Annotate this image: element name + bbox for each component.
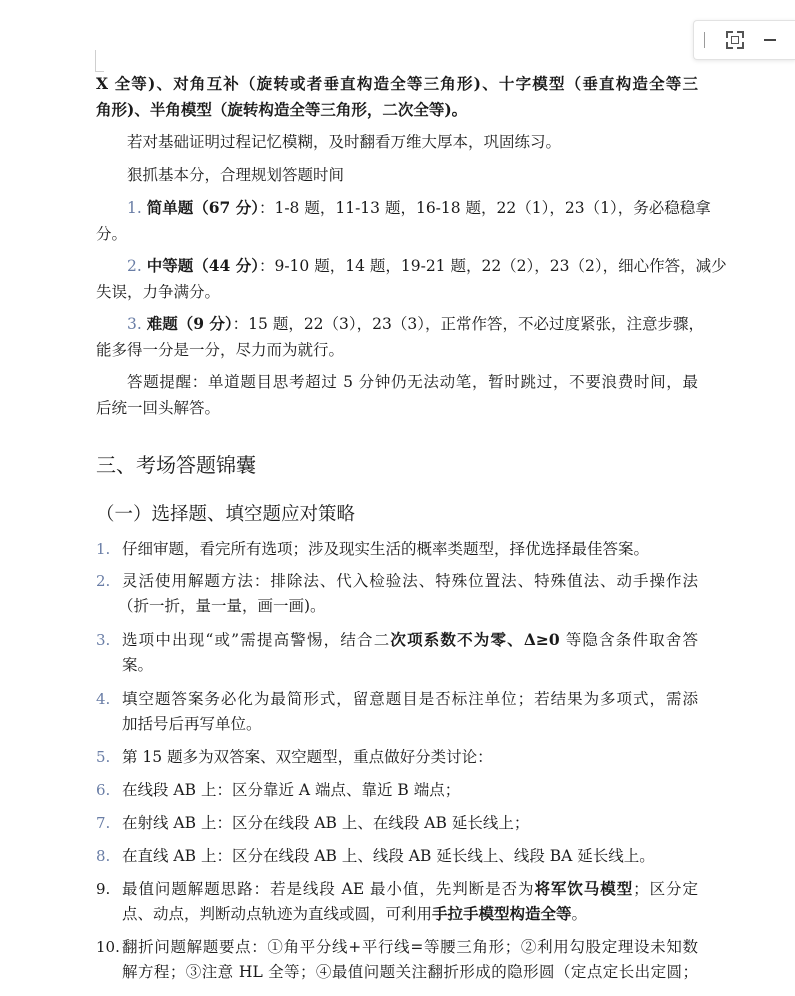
reminder-line-1: 答题提醒：单道题目思考超过 5 分钟仍无法动笔，暂时跳过，不要浪费时间，最	[127, 373, 698, 391]
viewer-toolbar	[693, 20, 795, 60]
list-text: 。	[571, 905, 588, 923]
list-number: 4.	[96, 690, 111, 708]
item-title: 简单题（67 分）	[146, 198, 259, 217]
list-text-bold: 将军饮马模型	[534, 879, 634, 898]
list-number: 5.	[96, 748, 111, 766]
list-item: 填空题答案务必化为最简形式，留意题目是否标注单位；若结果为多项式，需添	[122, 690, 698, 708]
item-number: 2.	[127, 257, 142, 275]
list-number: 3.	[96, 631, 111, 649]
list-item: 仔细审题，看完所有选项；涉及现实生活的概率类题型，择优选择最佳答案。	[122, 540, 650, 558]
intro-line-2: 角形)、半角模型（旋转构造全等三角形，二次全等)。	[96, 100, 468, 119]
toolbar-separator	[704, 32, 705, 48]
list-number: 6.	[96, 781, 111, 799]
list-text: ；区分定	[633, 880, 698, 898]
list-text: 点、动点，判断动点轨迹为直线或圆，可利用	[122, 905, 433, 923]
list-item	[122, 879, 698, 899]
list-item: 在线段 AB 上：区分靠近 A 端点、靠近 B 端点；	[122, 781, 461, 799]
list-item	[122, 630, 698, 650]
intro-line-1: X 全等)、对角互补（旋转或者垂直构造全等三角形)、十字模型（垂直构造全等三	[96, 74, 698, 93]
list-item: 在射线 AB 上：区分在线段 AB 上、在线段 AB 延长线上；	[122, 814, 530, 832]
list-item: 灵活使用解题方法：排除法、代入检验法、特殊位置法、特殊值法、动手操作法	[122, 572, 698, 590]
list-item: 在直线 AB 上：区分在线段 AB 上、线段 AB 延长线上、线段 BA 延长线上。	[122, 847, 655, 865]
list-text: 选项中出现“或”需提高警惕，结合二	[122, 631, 391, 649]
list-item-cont: （折一折，量一量，画一画)。	[118, 597, 326, 615]
list-item: 翻折问题解题要点：①角平分线+平行线=等腰三角形；②利用勾股定理设未知数	[122, 938, 698, 956]
reminder-line-2: 后统一回头解答。	[96, 399, 221, 417]
section-heading: 三、考场答题锦囊	[96, 453, 256, 477]
list-text: 最值问题解题思路：若是线段 AE 最小值，先判断是否为	[122, 880, 535, 898]
plan-paragraph: 狠抓基本分，合理规划答题时间	[127, 166, 345, 184]
item-title: 难题（9 分）	[146, 314, 233, 333]
item-medium	[127, 256, 727, 276]
page-margin-marker	[95, 50, 96, 72]
list-text: 等隐含条件取舍答	[559, 631, 698, 649]
item-easy-cont: 分。	[96, 225, 128, 243]
fit-to-screen-icon[interactable]	[726, 31, 744, 49]
list-item-cont: 案。	[122, 656, 154, 674]
list-item-cont	[122, 904, 587, 924]
item-text: ：15 题，22（3），23（3），正常作答，不必过度紧张，注意步骤，	[232, 315, 704, 333]
list-text-bold: 手拉手模型构造全等	[432, 904, 572, 923]
item-medium-cont: 失误，力争满分。	[96, 283, 221, 301]
list-number: 7.	[96, 814, 111, 832]
list-item: 第 15 题多为双答案、双空题型，重点做好分类讨论：	[122, 748, 493, 766]
subsection-heading: （一）选择题、填空题应对策略	[96, 504, 356, 525]
item-hard-cont: 能多得一分是一分，尽力而为就行。	[96, 341, 345, 359]
review-paragraph: 若对基础证明过程记忆模糊，及时翻看万维大厚本，巩固练习。	[127, 133, 562, 151]
item-text: ：1-8 题，11-13 题，16-18 题，22（1），23（1），务必稳稳拿	[258, 199, 711, 217]
list-number: 10.	[96, 938, 120, 956]
item-hard	[127, 314, 704, 334]
item-number: 3.	[127, 315, 142, 333]
list-number: 8.	[96, 847, 111, 865]
list-text-bold: 次项系数不为零、Δ≥0	[390, 630, 560, 649]
list-number: 1.	[96, 540, 111, 558]
minimize-icon[interactable]	[764, 39, 776, 41]
item-easy	[127, 198, 711, 218]
list-item-cont: 解方程；③注意 HL 全等；④最值问题关注翻折形成的隐形圆（定点定长出定圆；	[122, 963, 698, 981]
list-number: 9.	[96, 880, 111, 898]
list-number: 2.	[96, 572, 111, 590]
item-text: ：9-10 题，14 题，19-21 题，22（2），23（2），细心作答，减少	[258, 257, 727, 275]
page-margin-marker-h	[96, 71, 104, 72]
item-title: 中等题（44 分）	[146, 256, 259, 275]
list-item-cont: 加括号后再写单位。	[122, 715, 262, 733]
item-number: 1.	[127, 199, 142, 217]
